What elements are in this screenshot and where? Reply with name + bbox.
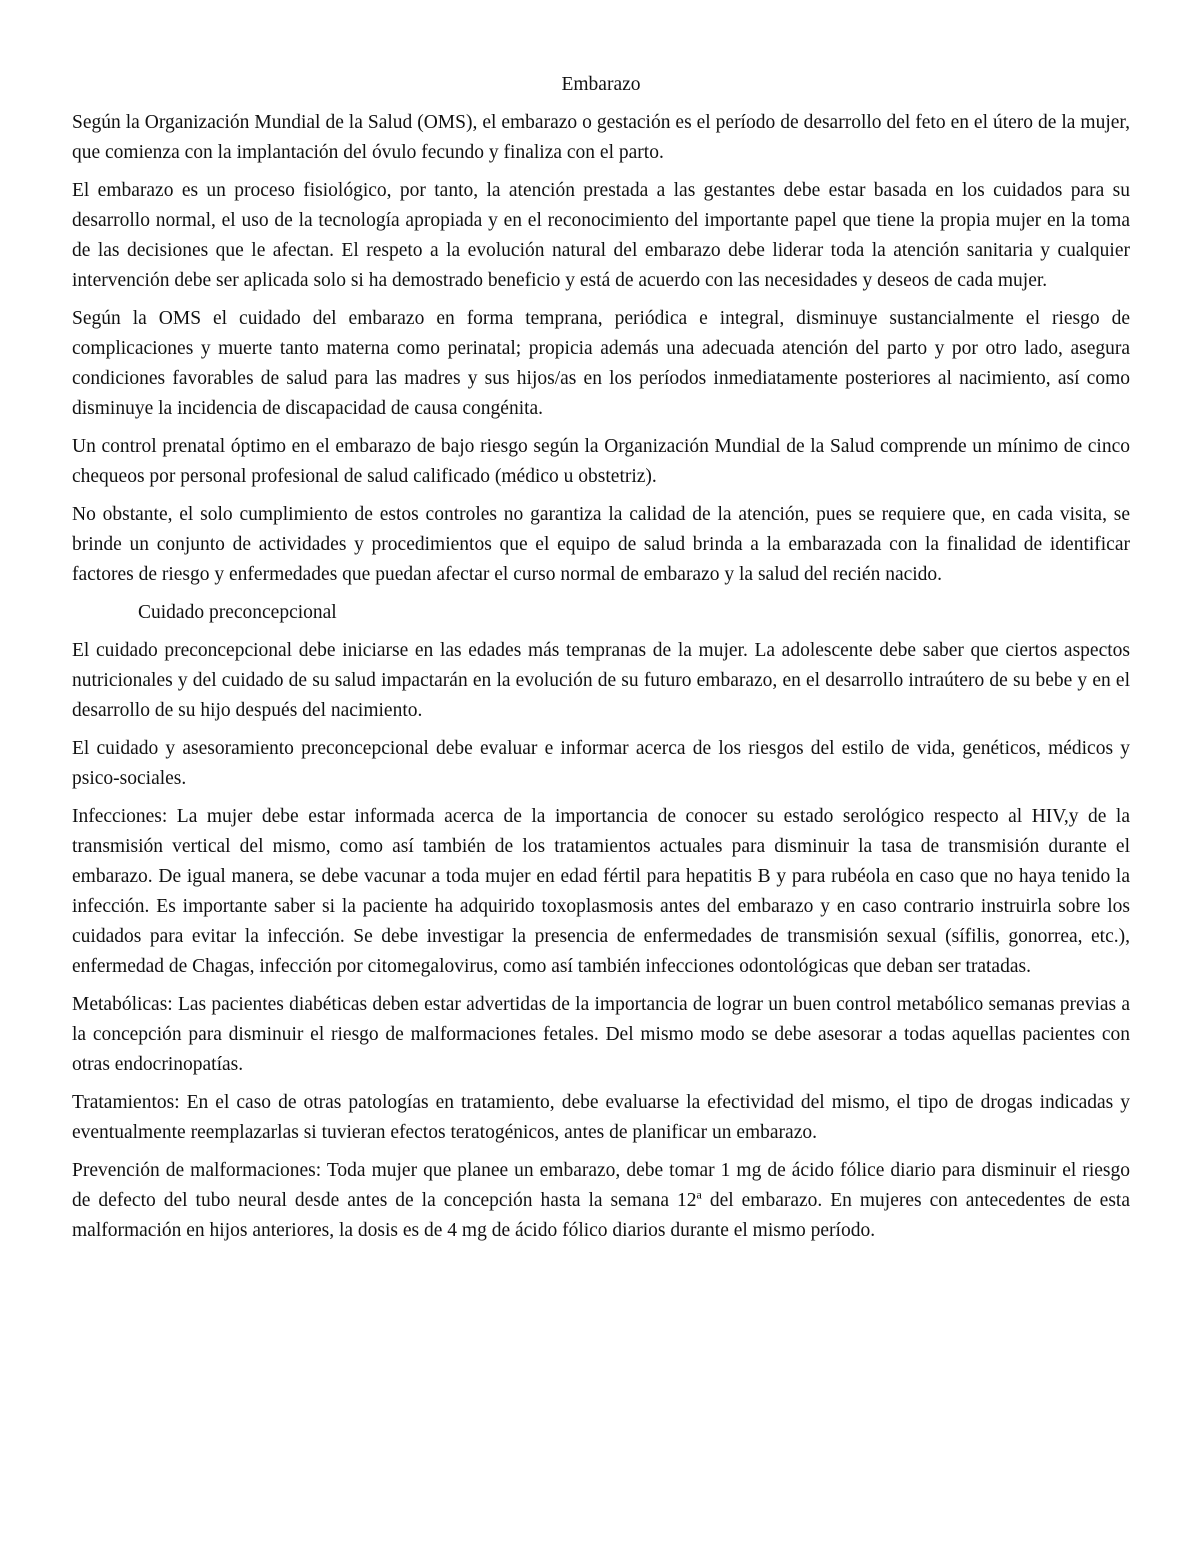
document-page [72,70,1130,1254]
paragraph-quality-of-care: No obstante, el solo cumplimiento de estos controles no garantiza la calidad de la atención, pues se requiere que, en cada visita, se brinde un conjunto de actividades y procedimientos que el equipo de salud brinda a la embarazada con la finalidad de identificar factores de riesgo y enfermedades que puedan afectar el curso normal de embarazo y la salud del recién nacido. [72,504,1130,585]
paragraph-oms-definition: Según la Organización Mundial de la Salud (OMS), el embarazo o gestación es el período de desarrollo del feto en el útero de la mujer, que comienza con la implantación del óvulo fecundo y finaliza con el parto. [72,112,1130,163]
week-ordinal-superscript: a [696,1187,702,1202]
section-heading-preconception-care: Cuidado preconcepcional [138,602,337,623]
paragraph-physiological-process: El embarazo es un proceso fisiológico, por tanto, la atención prestada a las gestantes debe estar basada en los cuidados para su desarrollo normal, el uso de la tecnología apropiada y en el reconocimiento del importante papel que tiene la propia mujer en la toma de las decisiones que le afectan. El respeto a la evolución natural del embarazo debe liderar toda la atención sanitaria y cualquier intervención debe ser aplicada solo si ha demostrado beneficio y está de acuerdo con las necesidades y deseos de cada mujer. [72,180,1130,291]
paragraph-malformation-prevention [72,1156,1130,1246]
malformation-text-start: Prevención de malformaciones: Toda mujer que planee un embarazo, debe tomar 1 mg de ácido fólice diario para disminuir el riesgo de defecto del tubo neural desde antes de la concepción hasta la semana 12 [72,1160,1130,1211]
paragraph-preconception-start: El cuidado preconcepcional debe iniciarse en las edades más tempranas de la mujer. La adolescente debe saber que ciertos aspectos nutricionales y del cuidado de su salud impactarán en la evolución de su futuro embarazo, en el desarrollo intraútero de su bebe y en el desarrollo de su hijo después del nacimiento. [72,640,1130,721]
malformation-text-end: del embarazo. En mujeres con antecedentes de esta malformación en hijos anteriores, la dosis es de 4 mg de ácido fólico diarios durante el mismo período. [72,1190,1130,1241]
paragraph-preconception-counseling: El cuidado y asesoramiento preconcepcional debe evaluar e informar acerca de los riesgos del estilo de vida, genéticos, médicos y psico-sociales. [72,738,1130,789]
paragraph-infections: Infecciones: La mujer debe estar informada acerca de la importancia de conocer su estado serológico respecto al HIV,y de la transmisión vertical del mismo, como así también de los tratamientos actuales para disminuir la tasa de transmisión durante el embarazo. De igual manera, se debe vacunar a toda mujer en edad fértil para hepatitis B y para rubéola en caso que no haya tenido la infección. Es importante saber si la paciente ha adquirido toxoplasmosis antes del embarazo y en caso contrario instruirla sobre los cuidados para evitar la infección. Se debe investigar la presencia de enfermedades de transmisión sexual (sífilis, gonorrea, etc.), enfermedad de Chagas, infección por citomegalovirus, como así también infecciones odontológicas que deban ser tratadas. [72,806,1130,977]
paragraph-prenatal-control: Un control prenatal óptimo en el embarazo de bajo riesgo según la Organización Mundial de la Salud comprende un mínimo de cinco chequeos por personal profesional de salud calificado (médico u obstetriz). [72,436,1130,487]
paragraph-metabolic: Metabólicas: Las pacientes diabéticas deben estar advertidas de la importancia de lograr un buen control metabólico semanas previas a la concepción para disminuir el riesgo de malformaciones fetales. Del mismo modo se debe asesorar a todas aquellas pacientes con otras endocrinopatías. [72,994,1130,1075]
document-title: Embarazo [561,74,641,95]
paragraph-treatments: Tratamientos: En el caso de otras patologías en tratamiento, debe evaluarse la efectividad del mismo, el tipo de drogas indicadas y eventualmente reemplazarlas si tuvieran efectos teratogénicos, antes de planificar un embarazo. [72,1092,1130,1143]
paragraph-early-care: Según la OMS el cuidado del embarazo en forma temprana, periódica e integral, disminuye sustancialmente el riesgo de complicaciones y muerte tanto materna como perinatal; propicia además una adecuada atención del parto y por otro lado, asegura condiciones favorables de salud para las madres y sus hijos/as en los períodos inmediatamente posteriores al nacimiento, así como disminuye la incidencia de discapacidad de causa congénita. [72,308,1130,419]
